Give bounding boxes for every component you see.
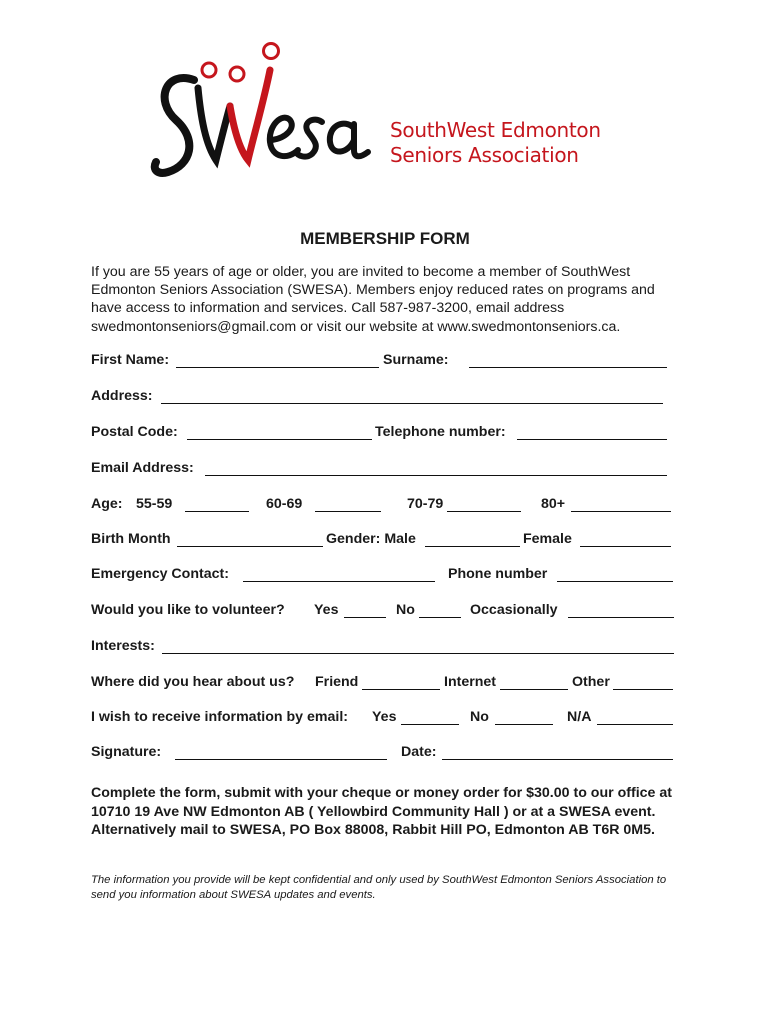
- volunteer-no-field[interactable]: [419, 617, 461, 618]
- intro-paragraph: If you are 55 years of age or older, you are invited to become a member of SouthWest Edmonton Seniors Association (SWESA). Members enjoy reduced rates on programs and have access to information and services. Call 587-987-3200, email address swedmontonseniors@gmail.com or visit our website at www.swedmontonseniors.ca.: [91, 264, 655, 335]
- email-label: Email Address:: [91, 460, 194, 476]
- row-receive-info: [91, 709, 681, 729]
- volunteer-yes-label: Yes: [314, 602, 339, 618]
- gender-male-label: Gender: Male: [326, 531, 416, 547]
- hear-internet-label: Internet: [444, 674, 497, 690]
- age-80-plus-field[interactable]: [571, 511, 671, 512]
- row-birth-gender: [91, 531, 681, 551]
- receive-no-label: No: [470, 709, 489, 725]
- age-option-55-59: 55-59: [136, 496, 173, 512]
- emergency-contact-label: Emergency Contact:: [91, 566, 229, 582]
- row-age: [91, 496, 681, 516]
- volunteer-occasionally-field[interactable]: [568, 617, 674, 618]
- date-label: Date:: [401, 744, 437, 760]
- row-email: [91, 460, 681, 480]
- org-name-line-2: Seniors Association: [390, 143, 579, 167]
- hear-about-label: Where did you hear about us?: [91, 674, 295, 690]
- date-field[interactable]: [442, 759, 673, 760]
- row-address: [91, 388, 681, 408]
- phone-number-label: Phone number: [448, 566, 548, 582]
- birth-month-label: Birth Month: [91, 531, 171, 547]
- address-label: Address:: [91, 388, 153, 404]
- hear-friend-field[interactable]: [362, 689, 440, 690]
- interests-label: Interests:: [91, 638, 155, 654]
- age-70-79-field[interactable]: [447, 511, 521, 512]
- row-interests: [91, 638, 681, 658]
- receive-yes-field[interactable]: [401, 724, 459, 725]
- submission-instructions: Complete the form, submit with your cheque or money order for $30.00 to our office at 10710 19 Ave NW Edmonton AB ( Yellowbird Community Hall ) or at a SWESA event. Alternatively mail to SWESA, PO Box 88008, Rabbit Hill PO, Edmonton AB T6R 0M5.: [91, 785, 672, 838]
- volunteer-yes-field[interactable]: [344, 617, 386, 618]
- hear-internet-field[interactable]: [500, 689, 568, 690]
- email-field[interactable]: [205, 475, 667, 476]
- volunteer-label: Would you like to volunteer?: [91, 602, 285, 618]
- swesa-logo-mark: [146, 40, 386, 190]
- swesa-logo: [146, 40, 626, 190]
- first-name-field[interactable]: [176, 367, 379, 368]
- receive-info-label: I wish to receive information by email:: [91, 709, 349, 725]
- receive-na-field[interactable]: [597, 724, 673, 725]
- org-name: [390, 118, 601, 168]
- emergency-contact-field[interactable]: [243, 581, 435, 582]
- gender-female-field[interactable]: [580, 546, 671, 547]
- postal-code-label: Postal Code:: [91, 424, 178, 440]
- age-option-70-79: 70-79: [407, 496, 444, 512]
- hear-friend-label: Friend: [315, 674, 359, 690]
- interests-field[interactable]: [162, 653, 674, 654]
- form-title: MEMBERSHIP FORM: [300, 229, 470, 248]
- age-55-59-field[interactable]: [185, 511, 249, 512]
- surname-field[interactable]: [469, 367, 667, 368]
- signature-label: Signature:: [91, 744, 162, 760]
- birth-month-field[interactable]: [177, 546, 323, 547]
- address-field[interactable]: [161, 403, 663, 404]
- receive-yes-label: Yes: [372, 709, 397, 725]
- org-name-line-1: SouthWest Edmonton: [390, 118, 601, 142]
- postal-code-field[interactable]: [187, 439, 372, 440]
- row-postal-phone: [91, 424, 681, 444]
- gender-male-field[interactable]: [425, 546, 520, 547]
- age-option-80-plus: 80+: [541, 496, 566, 512]
- row-hear-about: [91, 674, 681, 694]
- privacy-note: The information you provide will be kept confidential and only used by SouthWest Edmonton Seniors Association to send you information about SWESA updates and events.: [91, 874, 667, 901]
- hear-other-field[interactable]: [613, 689, 673, 690]
- volunteer-no-label: No: [396, 602, 415, 618]
- surname-label: Surname:: [383, 352, 449, 368]
- telephone-label: Telephone number:: [375, 424, 506, 440]
- volunteer-occasionally-label: Occasionally: [470, 602, 558, 618]
- phone-number-field[interactable]: [557, 581, 673, 582]
- telephone-field[interactable]: [517, 439, 667, 440]
- age-label: Age:: [91, 496, 123, 512]
- row-volunteer: [91, 602, 681, 622]
- row-signature: [91, 744, 681, 764]
- first-name-label: First Name:: [91, 352, 170, 368]
- gender-female-label: Female: [523, 531, 572, 547]
- row-emergency: [91, 566, 681, 586]
- hear-other-label: Other: [572, 674, 610, 690]
- age-60-69-field[interactable]: [315, 511, 381, 512]
- signature-field[interactable]: [175, 759, 387, 760]
- receive-na-label: N/A: [567, 709, 592, 725]
- age-option-60-69: 60-69: [266, 496, 303, 512]
- row-name: [91, 352, 681, 372]
- receive-no-field[interactable]: [495, 724, 553, 725]
